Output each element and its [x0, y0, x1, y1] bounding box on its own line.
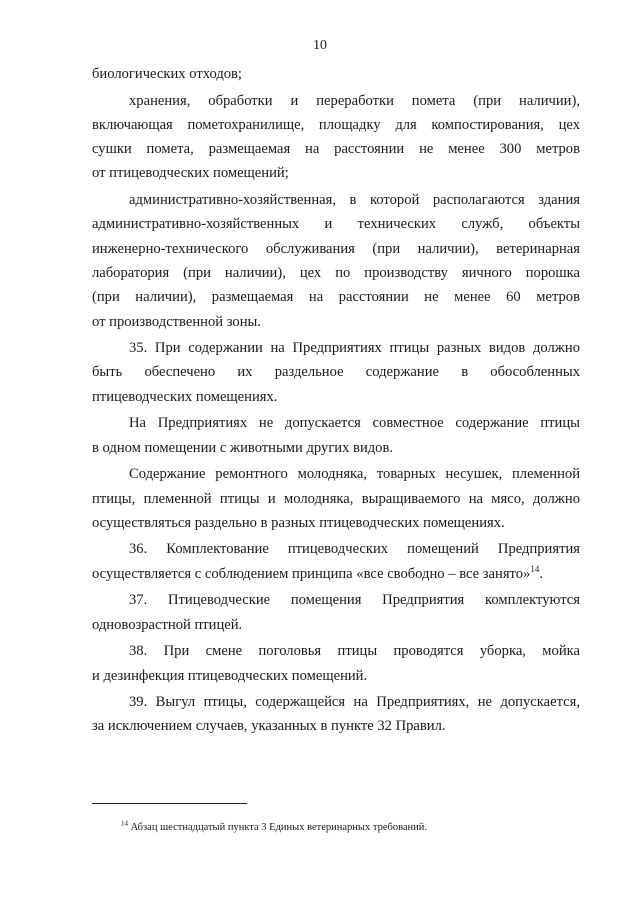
text-line: 38. При смене поголовья птицы проводятся уборка, мойка [129, 643, 580, 660]
text-line: На Предприятиях не допускается совместное содержание птицы [129, 415, 580, 432]
text-line: быть обеспечено их раздельное содержание в обособленных [92, 364, 580, 381]
text-line-content: осуществляется с соблюдением принципа «все свободно – все занято» [92, 565, 531, 582]
text-line: осуществляется с соблюдением принципа «все свободно – все занято»$^{14}$. [92, 563, 543, 582]
text-line: Содержание ремонтного молодняка, товарных несушек, племенной [129, 466, 580, 483]
text-line: птицы, племенной птицы и молодняка, выращиваемого на мясо, должно [92, 490, 580, 507]
text-line: от производственной зоны. [92, 313, 261, 330]
text-line: в одном помещении с животными других видов. [92, 439, 394, 456]
text-line: за исключением случаев, указанных в пункте 32 Правил. [92, 718, 446, 735]
text-line: 35. При содержании на Предприятиях птицы разных видов должно [129, 340, 580, 357]
text-line: (при наличии), размещаемая на расстоянии не менее 60 метров [92, 289, 580, 306]
text-line: одновозрастной птицей. [92, 616, 243, 633]
page-number: 10 [313, 38, 327, 53]
text-line: 37. Птицеводческие помещения Предприятия комплектуются [129, 592, 580, 609]
footnote-reference: 14 [530, 563, 540, 574]
text-line: и дезинфекция птицеводческих помещений. [92, 667, 368, 684]
text-line: от птицеводческих помещений; [92, 165, 289, 182]
text-line: 39. Выгул птицы, содержащейся на Предприятиях, не допускается, [129, 694, 580, 711]
text-line: хранения, обработки и переработки помета (при наличии), [129, 92, 580, 109]
text-line: лаборатория (при наличии), цех по производству яичного порошка [92, 264, 580, 281]
text-line: инженерно-технического обслуживания (при наличии), ветеринарная [92, 240, 580, 257]
text-line: сушки помета, размещаемая на расстоянии не менее 300 метров [92, 141, 580, 158]
text-line: биологических отходов; [92, 66, 242, 82]
text-line: включающая пометохранилище, площадку для компостирования, цех [92, 116, 580, 133]
text-line: административно-хозяйственных и технических служб, объекты [92, 216, 580, 233]
footnote-text: Абзац шестнадцатый пункта 3 Единых ветеринарных требований. [128, 822, 428, 833]
text-line: птицеводческих помещениях. [92, 388, 278, 405]
body-text [92, 62, 580, 739]
footnote [121, 819, 428, 833]
footnote-separator [92, 803, 247, 804]
text-line: 36. Комплектование птицеводческих помещений Предприятия [129, 541, 580, 558]
footnote-marker: 14 [121, 819, 128, 828]
text-line: административно-хозяйственная, в которой располагаются здания [129, 192, 580, 209]
text-line: осуществляться раздельно в разных птицеводческих помещениях. [92, 514, 505, 531]
